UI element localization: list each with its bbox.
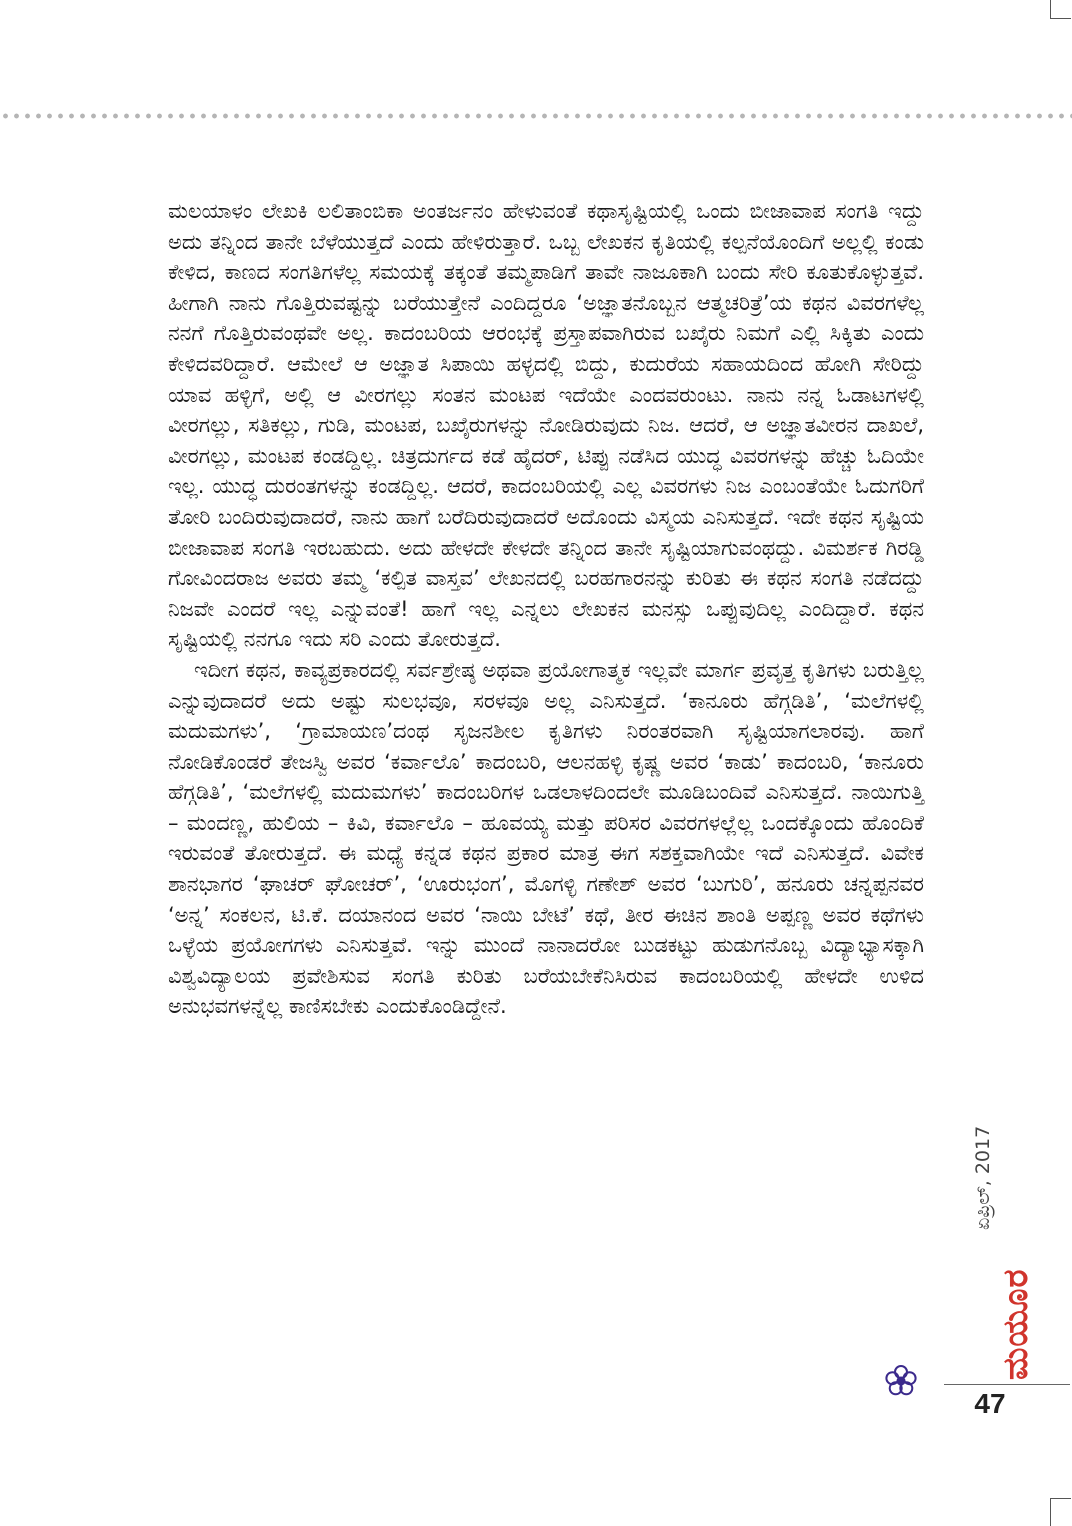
page-number: 47 [974, 1388, 1006, 1419]
article-body [168, 196, 924, 1022]
flower-icon [884, 1364, 918, 1398]
paragraph-2: ಇದೀಗ ಕಥನ, ಕಾವ್ಯಪ್ರಕಾರದಲ್ಲಿ ಸರ್ವಶ್ರೇಷ್ಠ ಅಥವಾ ಪ್ರಯೋಗಾತ್ಮಕ ಇಲ್ಲವೇ ಮಾರ್ಗ ಪ್ರವೃತ್ತ ಕೃತಿಗಳು ಬರುತ್ತಿಲ್ಲ ಎನ್ನುವುದಾದರೆ ಅದು ಅಷ್ಟು ಸುಲಭವೂ, ಸರಳವೂ ಅಲ್ಲ ಎನಿಸುತ್ತದೆ. ‘ಕಾನೂರು ಹೆಗ್ಗಡಿತಿ’, ‘ಮಲೆಗಳಲ್ಲಿ ಮದುಮಗಳು’, ‘ಗ್ರಾಮಾಯಣ’ದಂಥ ಸೃಜನಶೀಲ ಕೃತಿಗಳು ನಿರಂತರವಾಗಿ ಸೃಷ್ಟಿಯಾಗಲಾರವು. ಹಾಗೆ ನೋಡಿಕೊಂಡರೆ ತೇಜಸ್ವಿ ಅವರ ‘ಕರ್ವಾಲೊ’ ಕಾದಂಬರಿ, ಆಲನಹಳ್ಳಿ ಕೃಷ್ಣ ಅವರ ‘ಕಾಡು’ ಕಾದಂಬರಿ, ‘ಕಾನೂರು ಹೆಗ್ಗಡಿತಿ’, ‘ಮಲೆಗಳಲ್ಲಿ ಮದುಮಗಳು’ ಕಾದಂಬರಿಗಳ ಒಡಲಾಳದಿಂದಲೇ ಮೂಡಿಬಂದಿವೆ ಎನಿಸುತ್ತದೆ. ನಾಯಿಗುತ್ತಿ – ಮಂದಣ್ಣ, ಹುಲಿಯ – ಕಿವಿ, ಕರ್ವಾಲೊ – ಹೂವಯ್ಯ ಮತ್ತು ಪರಿಸರ ವಿವರಗಳಲ್ಲೆಲ್ಲ ಒಂದಕ್ಕೊಂದು ಹೊಂದಿಕೆ ಇರುವಂತೆ ತೋರುತ್ತದೆ. ಈ ಮಧ್ಯೆ ಕನ್ನಡ ಕಥನ ಪ್ರಕಾರ ಮಾತ್ರ ಈಗ ಸಶಕ್ತವಾಗಿಯೇ ಇದೆ ಎನಿಸುತ್ತದೆ. ವಿವೇಕ ಶಾನಭಾಗರ ‘ಘಾಚರ್ ಘೋಚರ್’, ‘ಊರುಭಂಗ’, ಮೊಗಳ್ಳಿ ಗಣೇಶ್ ಅವರ ‘ಬುಗುರಿ’, ಹನೂರು ಚನ್ನಪ್ಪನವರ ‘ಅನ್ನ’ ಸಂಕಲನ, ಟಿ.ಕೆ. ದಯಾನಂದ ಅವರ ‘ನಾಯಿ ಬೇಟೆ’ ಕಥೆ, ತೀರ ಈಚಿನ ಶಾಂತಿ ಅಪ್ಪಣ್ಣ ಅವರ ಕಥೆಗಳು ಒಳ್ಳೆಯ ಪ್ರಯೋಗಗಳು ಎನಿಸುತ್ತವೆ. ಇನ್ನು ಮುಂದೆ ನಾನಾದರೋ ಬುಡಕಟ್ಟು ಹುಡುಗನೊಬ್ಬ ವಿದ್ಯಾಭ್ಯಾಸಕ್ಕಾಗಿ ವಿಶ್ವವಿದ್ಯಾಲಯ ಪ್ರವೇಶಿಸುವ ಸಂಗತಿ ಕುರಿತು ಬರೆಯಬೇಕೆನಿಸಿರುವ ಕಾದಂಬರಿಯಲ್ಲಿ ಹೇಳದೇ ಉಳಿದ ಅನುಭವಗಳನ್ನೆಲ್ಲ ಕಾಣಿಸಬೇಕು ಎಂದುಕೊಂಡಿದ್ದೇನೆ. [168, 657, 924, 1019]
paragraph-1: ಮಲಯಾಳಂ ಲೇಖಕಿ ಲಲಿತಾಂಬಿಕಾ ಅಂತರ್ಜನಂ ಹೇಳುವಂತೆ ಕಥಾಸೃಷ್ಟಿಯಲ್ಲಿ ಒಂದು ಬೀಜಾವಾಪ ಸಂಗತಿ ಇದ್ದು ಅದು ತನ್ನಿಂದ ತಾನೇ ಬೆಳೆಯುತ್ತದೆ ಎಂದು ಹೇಳಿರುತ್ತಾರೆ. ಒಬ್ಬ ಲೇಖಕನ ಕೃತಿಯಲ್ಲಿ ಕಲ್ಪನೆಯೊಂದಿಗೆ ಅಲ್ಲಲ್ಲಿ ಕಂಡು ಕೇಳಿದ, ಕಾಣದ ಸಂಗತಿಗಳೆಲ್ಲ ಸಮಯಕ್ಕೆ ತಕ್ಕಂತೆ ತಮ್ಮಪಾಡಿಗೆ ತಾವೇ ನಾಜೂಕಾಗಿ ಬಂದು ಸೇರಿ ಕೂತುಕೊಳ್ಳುತ್ತವೆ. ಹೀಗಾಗಿ ನಾನು ಗೊತ್ತಿರುವಷ್ಟನ್ನು ಬರೆಯುತ್ತೇನೆ ಎಂದಿದ್ದರೂ ‘ಅಜ್ಞಾತನೊಬ್ಬನ ಆತ್ಮಚರಿತ್ರೆ’ಯ ಕಥನ ವಿವರಗಳೆಲ್ಲ ನನಗೆ ಗೊತ್ತಿರುವಂಥವೇ ಅಲ್ಲ. ಕಾದಂಬರಿಯ ಆರಂಭಕ್ಕೆ ಪ್ರಸ್ತಾಪವಾಗಿರುವ ಬಖೈರು ನಿಮಗೆ ಎಲ್ಲಿ ಸಿಕ್ಕಿತು ಎಂದು ಕೇಳಿದವರಿದ್ದಾರೆ. ಆಮೇಲೆ ಆ ಅಜ್ಞಾತ ಸಿಪಾಯಿ ಹಳ್ಳದಲ್ಲಿ ಬಿದ್ದು, ಕುದುರೆಯ ಸಹಾಯದಿಂದ ಹೋಗಿ ಸೇರಿದ್ದು ಯಾವ ಹಳ್ಳಿಗೆ, ಅಲ್ಲಿ ಆ ವೀರಗಲ್ಲು ಸಂತನ ಮಂಟಪ ಇದೆಯೇ ಎಂದವರುಂಟು. ನಾನು ನನ್ನ ಓಡಾಟಗಳಲ್ಲಿ ವೀರಗಲ್ಲು, ಸತಿಕಲ್ಲು, ಗುಡಿ, ಮಂಟಪ, ಬಖೈರುಗಳನ್ನು ನೋಡಿರುವುದು ನಿಜ. ಆದರೆ, ಆ ಅಜ್ಞಾತವೀರನ ದಾಖಲೆ, ವೀರಗಲ್ಲು, ಮಂಟಪ ಕಂಡದ್ದಿಲ್ಲ. ಚಿತ್ರದುರ್ಗದ ಕಡೆ ಹೈದರ್, ಟಿಪ್ಪು ನಡೆಸಿದ ಯುದ್ಧ ವಿವರಗಳನ್ನು ಹೆಚ್ಚು ಓದಿಯೇ ಇಲ್ಲ. ಯುದ್ಧ ದುರಂತಗಳನ್ನು ಕಂಡದ್ದಿಲ್ಲ. ಆದರೆ, ಕಾದಂಬರಿಯಲ್ಲಿ ಎಲ್ಲ ವಿವರಗಳು ನಿಜ ಎಂಬಂತೆಯೇ ಓದುಗರಿಗೆ ತೋರಿ ಬಂದಿರುವುದಾದರೆ, ನಾನು ಹಾಗೆ ಬರೆದಿರುವುದಾದರೆ ಅದೊಂದು ವಿಸ್ಮಯ ಎನಿಸುತ್ತದೆ. ಇದೇ ಕಥನ ಸೃಷ್ಟಿಯ ಬೀಜಾವಾಪ ಸಂಗತಿ ಇರಬಹುದು. ಅದು ಹೇಳದೇ ಕೇಳದೇ ತನ್ನಿಂದ ತಾನೇ ಸೃಷ್ಟಿಯಾಗುವಂಥದ್ದು. ವಿಮರ್ಶಕ ಗಿರಡ್ಡಿ ಗೋವಿಂದರಾಜ ಅವರು ತಮ್ಮ ‘ಕಲ್ಪಿತ ವಾಸ್ತವ’ ಲೇಖನದಲ್ಲಿ ಬರಹಗಾರನನ್ನು ಕುರಿತು ಈ ಕಥನ ಸಂಗತಿ ನಡೆದದ್ದು ನಿಜವೇ ಎಂದರೆ ಇಲ್ಲ ಎನ್ನುವಂತೆ! ಹಾಗೆ ಇಲ್ಲ ಎನ್ನಲು ಲೇಖಕನ ಮನಸ್ಸು ಒಪ್ಪುವುದಿಲ್ಲ ಎಂದಿದ್ದಾರೆ. ಕಥನ ಸೃಷ್ಟಿಯಲ್ಲಿ ನನಗೂ ಇದು ಸರಿ ಎಂದು ತೋರುತ್ತದೆ. [168, 199, 924, 652]
issue-date: ಏಪ್ರಿಲ್, 2017 [972, 1125, 994, 1230]
dotted-divider [0, 112, 1072, 120]
page-number-rule [944, 1384, 1070, 1385]
crop-mark-bottom-right [1050, 1498, 1071, 1526]
crop-mark-top-right [1050, 0, 1071, 19]
magazine-title: ಮಯೂರ [996, 1268, 1036, 1380]
